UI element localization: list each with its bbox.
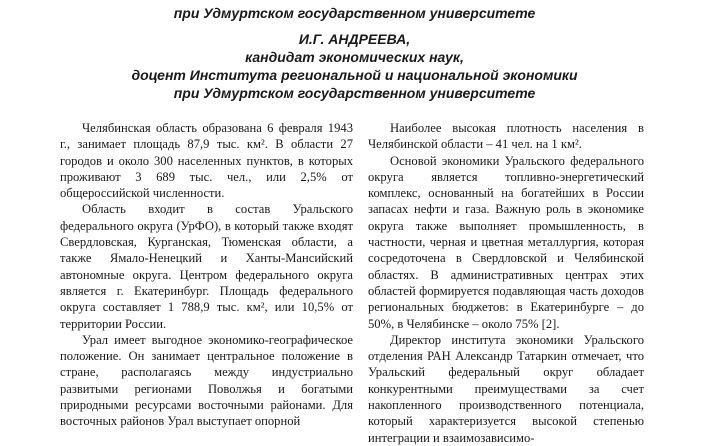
author-affiliation-top: при Удмуртском государственном университете [173, 5, 536, 21]
paragraph: Урал имеет выгодное экономико-географическое положение. Он занимает центральное положение в стране, располагаясь между индустриально развитыми регионами Поволжья и богатыми природными ресурсами восточными районами. Для восточных районов Урал выступает опорной [60, 332, 353, 429]
paragraph: Область входит в состав Уральского федерального округа (УрФО), в который также входят Свердловская, Курганская, Тюменская области, а также Ямало-Ненецкий и Ханты-Мансийский автономные округа. Центром федерального округа является г. Екатеринбург. Площадь федерального округа составляет 1 788,9 тыс. км², или 10,5% от территории России. [60, 202, 353, 331]
paragraph: Челябинская область образована 6 февраля 1943 г., занимает площадь 87,9 тыс. км². В области 27 городов и около 300 населенных пунктов, в которых проживают 3 689 тыс. чел., или 2,5% от общероссийской численности. [60, 121, 353, 201]
paragraph: Директор института экономики Уральского отделения РАН Александр Татаркин отмечает, что Уральский федеральный округ обладает конкурентными преимуществами за счет накопленного производственного потенциала, который характеризуется высокой степенью интеграции и взаимозависимо- [368, 332, 644, 445]
author-affiliation: при Удмуртском государственном университете [173, 85, 536, 101]
right-column [368, 120, 644, 446]
left-column [60, 120, 353, 430]
author-degree: кандидат экономических наук, [245, 49, 464, 65]
author-name: И.Г. АНДРЕЕВА, [298, 31, 411, 47]
paragraph: Основой экономики Уральского федерального округа является топливно-энергетический комплекс, основанный на богатейших в России запасах нефти и газа. Важную роль в экономике округа также выполняет промышленность, в частности, черная и цветная металлургия, которая сосредоточена в Свердловской и Челябинской областях. В административных центрах этих областей формируется подавляющая часть доходов региональных бюджетов: в Екатеринбурге – до 50%, в Челябинске – около 75% [2]. [368, 153, 644, 331]
author-position: доцент Института региональной и национальной экономики [131, 67, 578, 83]
paragraph: Наиболее высокая плотность населения в Челябинской области – 41 чел. на 1 км². [368, 121, 644, 152]
